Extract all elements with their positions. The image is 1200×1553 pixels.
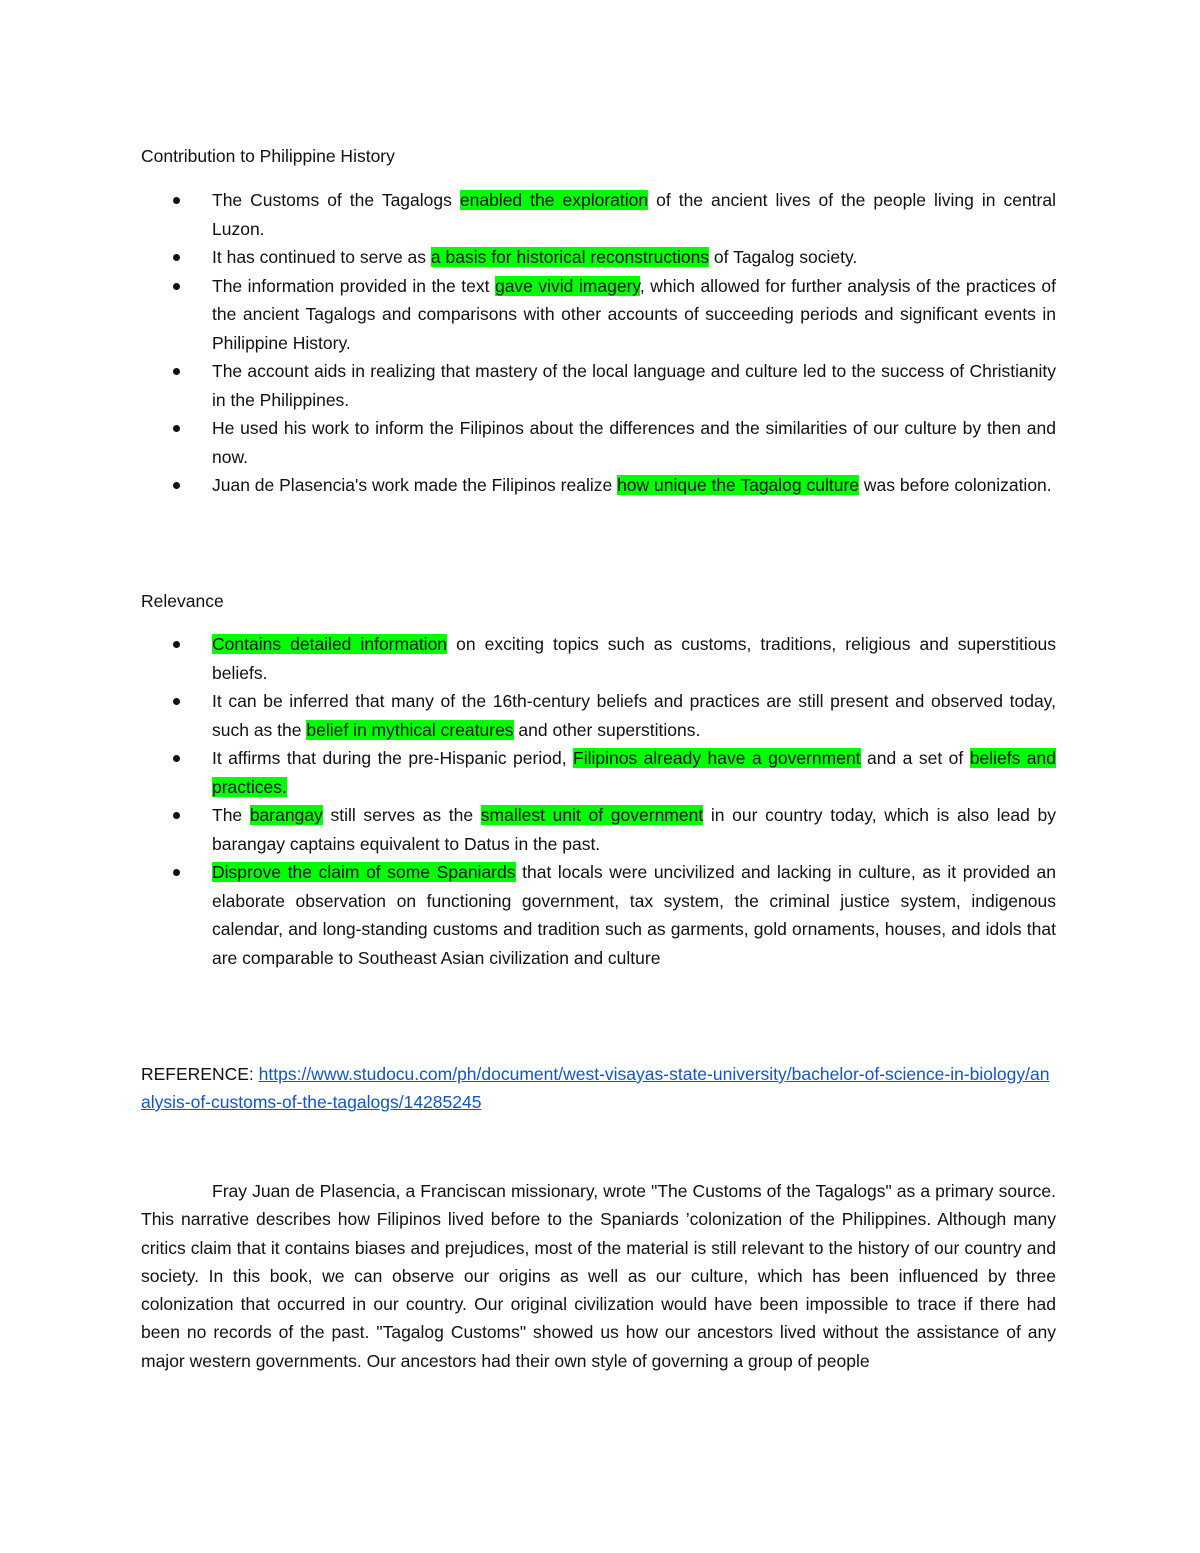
bullet-icon bbox=[173, 283, 180, 290]
bullet-icon bbox=[173, 368, 180, 375]
text-span: He used his work to inform the Filipinos about the differences and the similarities of our culture by then and now. bbox=[212, 418, 1056, 467]
highlighted-text: Filipinos already have a government bbox=[573, 748, 861, 768]
text-span: It can be inferred that many of the 16th-century beliefs and practices are still present and observed today, such as the bbox=[212, 691, 1056, 740]
bullet-icon bbox=[173, 425, 180, 432]
text-span: The information provided in the text bbox=[212, 275, 495, 296]
text-span: and other superstitions. bbox=[513, 719, 701, 740]
list-item bbox=[141, 272, 1056, 358]
text-span: It affirms that during the pre-Hispanic period, bbox=[212, 748, 574, 768]
list-item bbox=[141, 357, 1056, 414]
section-heading-contribution: Contribution to Philippine History bbox=[141, 146, 395, 166]
bullet-icon bbox=[173, 641, 180, 648]
highlighted-text: enabled the exploration bbox=[459, 190, 649, 210]
text-span: of the ancient lives of the people living in central Luzon. bbox=[212, 190, 1056, 239]
list-item bbox=[141, 744, 1056, 801]
text-span: Juan de Plasencia's work made the Filipinos realize bbox=[212, 475, 618, 495]
list-item bbox=[141, 687, 1056, 744]
text-span: that locals were uncivilized and lacking in culture, as it provided an elaborate observation on functioning government, tax system, the criminal justice system, indigenous calendar, and long-standing customs and tradition such as garments, gold ornaments, houses, and idols that are comparable to Southeast Asian civilization and culture bbox=[212, 862, 1057, 968]
text-span: It has continued to serve as bbox=[212, 247, 431, 267]
bullet-icon bbox=[173, 812, 180, 819]
highlighted-text: belief in mythical creatures bbox=[306, 719, 514, 740]
reference-block bbox=[141, 1060, 1056, 1116]
reference-label: REFERENCE: bbox=[141, 1064, 259, 1084]
highlighted-text: how unique the Tagalog culture bbox=[617, 475, 860, 495]
text-span: The bbox=[212, 805, 250, 825]
text-span: , which allowed for further analysis of the practices of the ancient Tagalogs and comparisons with other accounts of succeeding periods and significant events in Philippine History. bbox=[212, 275, 1056, 353]
section-heading-relevance: Relevance bbox=[141, 591, 224, 611]
list-item bbox=[141, 243, 1056, 272]
bullet-icon bbox=[173, 482, 180, 489]
text-span: and a set of bbox=[860, 748, 970, 768]
highlighted-text: smallest unit of government bbox=[480, 805, 704, 825]
bullet-icon bbox=[173, 197, 180, 204]
text-span: was before colonization. bbox=[859, 475, 1052, 495]
text-span: still serves as the bbox=[322, 805, 481, 825]
relevance-list bbox=[141, 630, 1056, 972]
list-item bbox=[141, 186, 1056, 243]
text-span: The Customs of the Tagalogs bbox=[212, 190, 460, 210]
highlighted-text: Contains detailed information bbox=[212, 634, 448, 654]
bullet-icon bbox=[173, 254, 180, 261]
highlighted-text: Disprove the claim of some Spaniards bbox=[212, 862, 516, 882]
reference-link[interactable]: https://www.studocu.com/ph/document/west-visayas-state-university/bachelor-of-science-in-biology/analysis-of-customs-of-the-tagalogs/14285245 bbox=[141, 1064, 1050, 1112]
highlighted-text: barangay bbox=[249, 805, 323, 825]
list-item bbox=[141, 414, 1056, 471]
list-item bbox=[141, 630, 1056, 687]
body-paragraph: Fray Juan de Plasencia, a Franciscan missionary, wrote "The Customs of the Tagalogs" as a primary source. This narrative describes how Filipinos lived before to the Spaniards ’colonization of the Philippines. Although many critics claim that it contains biases and prejudices, most of the material is still relevant to the history of our country and society. In this book, we can observe our origins as well as our culture, which has been influenced by three colonization that occurred in our country. Our original civilization would have been impossible to trace if there had been no records of the past. "Tagalog Customs" showed us how our ancestors lived without the assistance of any major western governments. Our ancestors had their own style of governing a group of people bbox=[141, 1181, 1056, 1371]
bullet-icon bbox=[173, 869, 180, 876]
text-span: on exciting topics such as customs, traditions, religious and superstitious beliefs. bbox=[212, 634, 1056, 683]
list-item bbox=[141, 858, 1056, 972]
text-span: The account aids in realizing that mastery of the local language and culture led to the success of Christianity in the Philippines. bbox=[212, 361, 1056, 410]
text-span: of Tagalog society. bbox=[709, 247, 858, 267]
bullet-icon bbox=[173, 755, 180, 762]
text-span: in our country today, which is also lead by barangay captains equivalent to Datus in the past. bbox=[212, 805, 1056, 854]
contribution-list bbox=[141, 186, 1056, 500]
highlighted-text: beliefs and practices. bbox=[212, 748, 1056, 797]
bullet-icon bbox=[173, 698, 180, 705]
list-item bbox=[141, 471, 1056, 500]
highlighted-text: a basis for historical reconstructions bbox=[430, 247, 710, 267]
highlighted-text: gave vivid imagery bbox=[494, 275, 640, 296]
list-item bbox=[141, 801, 1056, 858]
